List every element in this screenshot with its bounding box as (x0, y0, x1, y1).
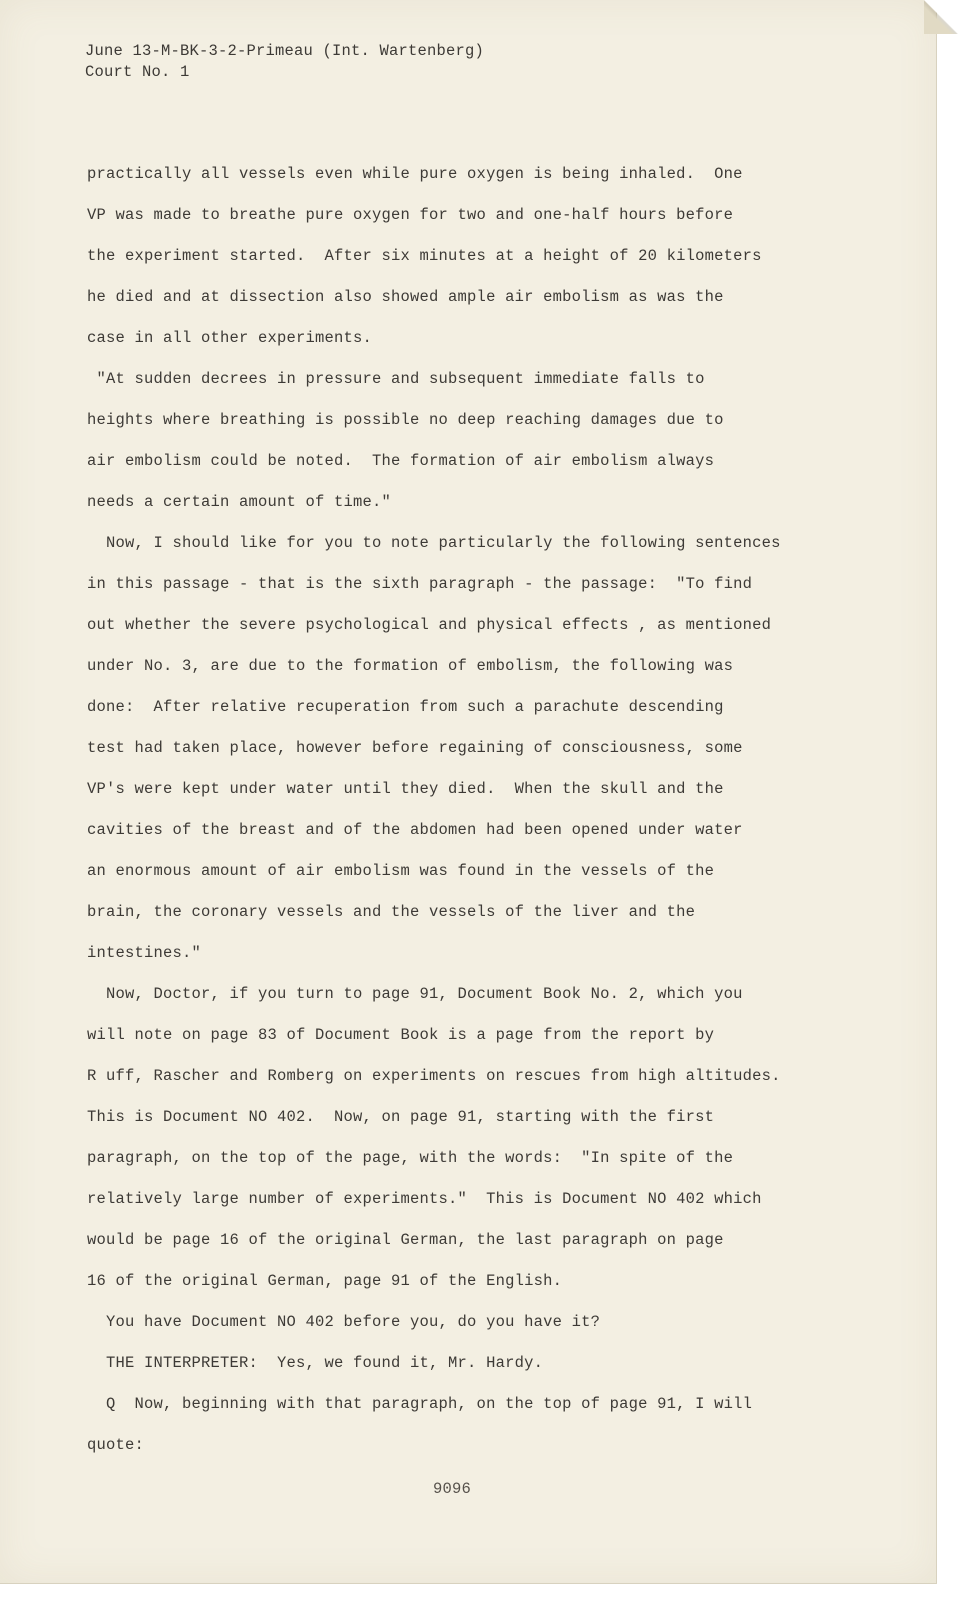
transcript-line: relatively large number of experiments." This is Document NO 402 which (87, 1190, 762, 1208)
transcript-line: done: After relative recuperation from such a parachute descending (87, 698, 724, 716)
transcript-line: brain, the coronary vessels and the vessels of the liver and the (87, 903, 696, 921)
transcript-line: would be page 16 of the original German, the last paragraph on page (87, 1231, 724, 1249)
transcript-line: R uff, Rascher and Romberg on experiments on rescues from high altitudes. (87, 1067, 781, 1085)
document-header (85, 41, 484, 83)
transcript-line: an enormous amount of air embolism was found in the vessels of the (87, 862, 715, 880)
header-session-line: June 13-M-BK-3-2-Primeau (Int. Wartenberg) (85, 42, 485, 60)
transcript-line: This is Document NO 402. Now, on page 91, starting with the first (87, 1108, 715, 1126)
transcript-line: in this passage - that is the sixth paragraph - the passage: "To find (87, 575, 753, 593)
transcript-line: the experiment started. After six minutes at a height of 20 kilometers (87, 247, 762, 265)
transcript-line: cavities of the breast and of the abdomen had been opened under water (87, 821, 743, 839)
transcript-line: VP's were kept under water until they died. When the skull and the (87, 780, 724, 798)
transcript-line: THE INTERPRETER: Yes, we found it, Mr. Hardy. (87, 1354, 544, 1372)
transcript-line: test had taken place, however before regaining of consciousness, some (87, 739, 743, 757)
transcript-line: Now, Doctor, if you turn to page 91, Document Book No. 2, which you (87, 985, 743, 1003)
header-court-line: Court No. 1 (85, 63, 190, 81)
folded-corner (924, 0, 958, 34)
transcript-line: Q Now, beginning with that paragraph, on the top of page 91, I will (87, 1395, 753, 1413)
transcript-line: he died and at dissection also showed ample air embolism as was the (87, 288, 724, 306)
transcript-line: air embolism could be noted. The formation of air embolism always (87, 452, 715, 470)
transcript-line: VP was made to breathe pure oxygen for two and one-half hours before (87, 206, 734, 224)
transcript-line: out whether the severe psychological and physical effects , as mentioned (87, 616, 772, 634)
transcript-line: heights where breathing is possible no deep reaching damages due to (87, 411, 724, 429)
page-number: 9096 (433, 1480, 472, 1498)
transcript-line: paragraph, on the top of the page, with the words: "In spite of the (87, 1149, 734, 1167)
transcript-line: under No. 3, are due to the formation of embolism, the following was (87, 657, 734, 675)
transcript-line: case in all other experiments. (87, 329, 373, 347)
transcript-line: Now, I should like for you to note particularly the following sentences (87, 534, 781, 552)
transcript-line: will note on page 83 of Document Book is a page from the report by (87, 1026, 715, 1044)
transcript-line: intestines." (87, 944, 202, 962)
transcript-line: You have Document NO 402 before you, do you have it? (87, 1313, 601, 1331)
transcript-line: needs a certain amount of time." (87, 493, 392, 511)
transcript-body (87, 162, 827, 1474)
transcript-line: quote: (87, 1436, 145, 1454)
transcript-line: "At sudden decrees in pressure and subsequent immediate falls to (87, 370, 705, 388)
transcript-line: 16 of the original German, page 91 of the English. (87, 1272, 563, 1290)
transcript-line: practically all vessels even while pure oxygen is being inhaled. One (87, 165, 743, 183)
